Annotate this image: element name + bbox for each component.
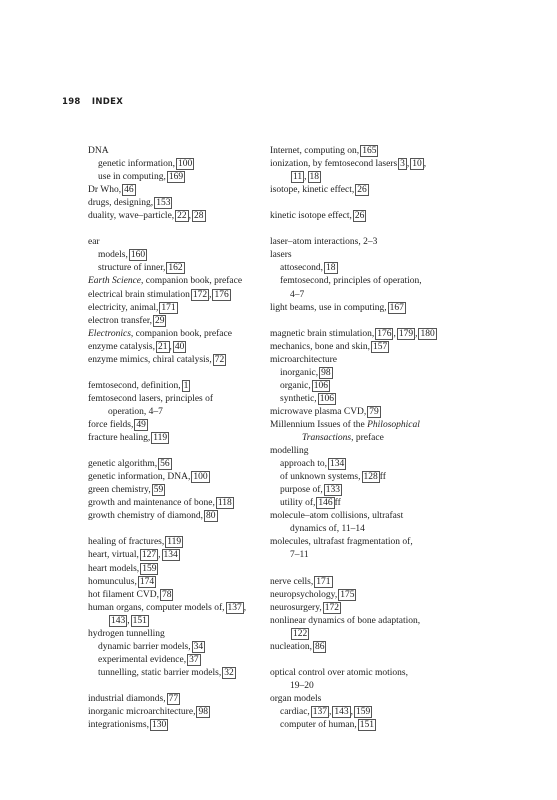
index-entry [270, 354, 495, 367]
entry-text: Internet, computing on, [270, 146, 360, 156]
entry-text: 19–20 [290, 680, 314, 691]
entry-text: optical control over atomic motions, [270, 667, 408, 678]
entry-text: purpose of, [280, 485, 323, 496]
index-entry [270, 302, 495, 315]
page-reference-link[interactable]: 34 [193, 641, 204, 652]
entry-text: enzyme mimics, chiral catalysis, [88, 354, 212, 365]
entry-text: inorganic microarchitecture, [88, 707, 196, 718]
page-reference-link[interactable]: 172 [324, 602, 339, 613]
index-subentry [270, 171, 495, 184]
page-reference-link[interactable]: 98 [198, 707, 208, 718]
index-entry [270, 341, 495, 354]
entry-text: experimental evidence, [98, 654, 187, 665]
page-reference-link[interactable]: 146 [318, 498, 333, 509]
page-reference-link[interactable]: 137 [312, 707, 328, 718]
index-entry [270, 145, 495, 158]
page-reference-link[interactable]: 106 [313, 380, 328, 391]
index-column-right [270, 145, 495, 732]
page-reference-link[interactable]: 1 [183, 380, 189, 391]
index-entry [270, 641, 495, 654]
entry-text: , [350, 707, 354, 718]
page-reference-link[interactable]: 22 [177, 211, 187, 222]
index-subentry [270, 289, 495, 302]
page-reference-link[interactable]: 18 [326, 263, 336, 274]
entry-text: dynamics of, 11–14 [290, 524, 365, 535]
page-reference-link[interactable]: 119 [167, 537, 182, 548]
entry-text: , companion book, preface [141, 276, 243, 287]
entry-text: heart models, [88, 563, 140, 574]
index-subentry [270, 497, 495, 510]
page-reference-link[interactable]: 26 [357, 185, 367, 196]
entry-text: , [209, 289, 212, 300]
index-subentry [270, 523, 495, 536]
page-reference-link[interactable]: 175 [340, 589, 355, 600]
entry-text: modelling [270, 446, 309, 457]
page-reference-link[interactable]: 143 [111, 615, 126, 626]
entry-text: drugs, designing, [88, 198, 154, 209]
running-header [62, 97, 123, 107]
page-reference-link[interactable]: 119 [153, 433, 168, 444]
index-entry [270, 210, 495, 223]
page-reference-link[interactable]: 118 [217, 498, 232, 509]
index-subentry [270, 262, 495, 275]
index-subentry [270, 275, 495, 288]
entry-spacer [270, 654, 495, 667]
entry-text: magnetic brain stimulation, [270, 328, 375, 339]
page-reference-link[interactable]: 29 [154, 315, 165, 326]
entry-text: ear [88, 237, 100, 248]
entry-text: , companion book, preface [130, 328, 232, 339]
index-entry [270, 419, 495, 432]
entry-text: organ models [270, 693, 322, 704]
entry-text: nerve cells, [270, 576, 314, 587]
entry-text: growth and maintenance of bone, [88, 498, 215, 509]
index-entry [270, 406, 495, 419]
entry-text: growth chemistry of diamond, [88, 511, 204, 522]
index-entry [270, 184, 495, 197]
entry-text: of unknown systems, [280, 472, 361, 483]
entry-text: , [423, 159, 427, 170]
entry-text: Earth Science [88, 276, 142, 287]
entry-text: nucleation, [270, 641, 312, 652]
page-reference-link[interactable]: 80 [206, 511, 216, 522]
entry-text: synthetic, [280, 393, 317, 404]
page-reference-link[interactable]: 3 [400, 159, 405, 170]
entry-text: mechanics, bone and skin, [270, 341, 370, 352]
page-reference-link[interactable]: 10 [412, 159, 422, 170]
page-reference-link[interactable]: 18 [309, 172, 320, 183]
index-subentry [270, 471, 495, 484]
entry-text: hot filament CVD, [88, 589, 159, 600]
page-reference-link[interactable]: 49 [136, 419, 146, 430]
entry-text: ff [379, 472, 386, 483]
page-reference-link[interactable]: 159 [142, 563, 157, 574]
entry-text: lasers [270, 250, 292, 261]
entry-text: 4–7 [290, 289, 305, 300]
entry-text: electricity, animal, [88, 302, 159, 313]
page-reference-link[interactable]: 106 [319, 393, 334, 404]
entry-text: ff [334, 498, 341, 509]
entry-spacer [270, 563, 495, 576]
index-subentry [270, 680, 495, 693]
index-entry [270, 536, 495, 549]
page-reference-link[interactable]: 151 [359, 720, 375, 731]
entry-text: hydrogen tunnelling [88, 628, 165, 639]
entry-text: genetic information, [98, 159, 176, 170]
entry-text: nonlinear dynamics of bone adaptation, [270, 615, 421, 626]
page-reference-link[interactable]: 21 [158, 341, 168, 352]
page-reference-link[interactable]: 176 [377, 328, 392, 339]
index-entry [270, 576, 495, 589]
entry-text: , [393, 328, 396, 339]
page-reference-link[interactable]: 122 [293, 628, 308, 639]
page-reference-link[interactable]: 26 [354, 211, 365, 222]
entry-text: tunnelling, static barrier models, [98, 667, 222, 678]
index-entry [270, 158, 495, 171]
index-subentry [270, 706, 495, 719]
page-reference-link[interactable]: 160 [130, 250, 146, 261]
page-reference-link[interactable]: 174 [139, 576, 155, 587]
entry-text: femtosecond lasers, principles of [88, 393, 214, 404]
entry-text: neurosurgery, [270, 602, 322, 613]
page-reference-link[interactable]: 130 [151, 720, 167, 731]
entry-text: electrical brain stimulation [88, 289, 190, 300]
index-entry [270, 667, 495, 680]
page-reference-link[interactable]: 134 [163, 550, 178, 561]
index-entry [270, 693, 495, 706]
entry-text: , [406, 159, 410, 170]
page-reference-link[interactable]: 46 [124, 185, 134, 196]
entry-text: , preface [351, 433, 384, 444]
page-reference-link[interactable]: 172 [192, 289, 208, 300]
page-reference-link[interactable]: 171 [161, 302, 176, 313]
page-reference-link[interactable]: 143 [334, 707, 349, 718]
entry-text: , [329, 707, 332, 718]
entry-text: , [243, 602, 247, 613]
entry-text: , [127, 615, 130, 626]
entry-text: inorganic, [280, 367, 319, 378]
entry-spacer [270, 315, 495, 328]
page-reference-link[interactable]: 77 [168, 693, 179, 704]
entry-text: neuropsychology, [270, 589, 338, 600]
page-reference-link[interactable]: 157 [373, 341, 388, 352]
entry-text: microwave plasma CVD, [270, 406, 367, 417]
entry-spacer [270, 197, 495, 210]
page-reference-link[interactable]: 40 [174, 341, 185, 352]
entry-text: genetic information, DNA, [88, 472, 191, 483]
entry-text: ionization, by femtosecond lasers [270, 159, 398, 170]
index-subentry [270, 484, 495, 497]
page-reference-link[interactable]: 180 [420, 328, 435, 339]
entry-text: DNA [88, 146, 109, 156]
entry-text: dynamic barrier models, [98, 641, 191, 652]
entry-text: utility of, [280, 498, 316, 509]
index-entry [270, 328, 495, 341]
page-reference-link[interactable]: 78 [161, 589, 172, 600]
entry-text: , [415, 328, 418, 339]
page-reference-link[interactable]: 159 [356, 707, 371, 718]
page-reference-link[interactable]: 100 [193, 472, 208, 483]
entry-text: cardiac, [280, 707, 310, 718]
entry-text: green chemistry, [88, 485, 151, 496]
entry-text: use in computing, [98, 172, 166, 183]
entry-text: molecule–atom collisions, ultrafast [270, 511, 404, 522]
entry-text: kinetic isotope effect, [270, 211, 352, 222]
page-reference-link[interactable]: 100 [178, 159, 193, 170]
page-reference-link[interactable]: 86 [314, 641, 325, 652]
index-entry [270, 510, 495, 523]
entry-text: approach to, [280, 459, 327, 470]
entry-text: Transactions [302, 433, 352, 444]
page-reference-link[interactable]: 153 [156, 198, 171, 209]
entry-text: isotope, kinetic effect, [270, 185, 355, 196]
entry-text: , [304, 172, 307, 183]
entry-text: electron transfer, [88, 315, 152, 326]
page-reference-link[interactable]: 56 [160, 459, 170, 470]
entry-text: attosecond, [280, 263, 324, 274]
entry-text: enzyme catalysis, [88, 341, 156, 352]
entry-text: heart, virtual, [88, 550, 139, 561]
entry-text: Dr Who, [88, 185, 122, 196]
entry-text: force fields, [88, 419, 134, 430]
page-reference-link[interactable]: 179 [398, 328, 414, 339]
index-subentry [270, 367, 495, 380]
entry-text: Philosophical [367, 419, 420, 430]
entry-text: fracture healing, [88, 433, 151, 444]
page-reference-link[interactable]: 137 [227, 602, 242, 613]
page-reference-link[interactable]: 32 [224, 667, 234, 678]
entry-text: healing of fractures, [88, 537, 165, 548]
page-reference-link[interactable]: 128 [363, 472, 378, 483]
page-reference-link[interactable]: 167 [389, 302, 404, 313]
page-reference-link[interactable]: 151 [132, 615, 147, 626]
index-subentry [270, 628, 495, 641]
entry-text: molecules, ultrafast fragmentation of, [270, 537, 413, 548]
index-subentry [270, 393, 495, 406]
index-subentry [270, 432, 495, 445]
index-entry [270, 445, 495, 458]
page-reference-link[interactable]: 169 [168, 172, 184, 183]
page-reference-link[interactable]: 165 [362, 146, 377, 156]
page-reference-link[interactable]: 134 [329, 459, 345, 470]
entry-text: Electronics [88, 328, 131, 339]
entry-text: 7–11 [290, 550, 309, 561]
page-reference-link[interactable]: 72 [214, 354, 225, 365]
index-entry [270, 249, 495, 262]
index-entry [270, 589, 495, 602]
entry-text: , [188, 211, 192, 222]
entry-text: , [158, 550, 161, 561]
page-reference-link[interactable]: 11 [293, 172, 303, 183]
page-reference-link[interactable]: 176 [214, 289, 229, 300]
entry-text: laser–atom interactions, 2–3 [270, 237, 378, 248]
entry-text: , [169, 341, 172, 352]
entry-text: organic, [280, 380, 311, 391]
entry-text: femtosecond, principles of operation, [280, 276, 422, 287]
page-reference-link[interactable]: 171 [316, 576, 331, 587]
page-reference-link[interactable]: 98 [321, 367, 331, 378]
page-number: 198 [62, 97, 81, 107]
page-reference-link[interactable]: 79 [369, 406, 379, 417]
index-entry [270, 236, 495, 249]
running-title: INDEX [91, 97, 124, 107]
index-subentry [270, 549, 495, 562]
page-reference-link[interactable]: 162 [168, 263, 183, 274]
page-reference-link[interactable]: 59 [153, 485, 164, 496]
entry-text: Millennium Issues of the [270, 419, 368, 430]
entry-text: homunculus, [88, 576, 137, 587]
page-reference-link[interactable]: 133 [325, 485, 340, 496]
entry-spacer [270, 223, 495, 236]
entry-text: femtosecond, definition, [88, 380, 181, 391]
entry-text: integrationisms, [88, 720, 149, 731]
index-entry [270, 615, 495, 628]
index-subentry [270, 719, 495, 732]
entry-text: microarchitecture [270, 354, 337, 365]
index-entry [270, 602, 495, 615]
index-subentry [270, 458, 495, 471]
entry-text: duality, wave–particle, [88, 211, 175, 222]
entry-text: light beams, use in computing, [270, 302, 387, 313]
page-reference-link[interactable]: 28 [194, 211, 204, 222]
entry-text: structure of inner, [98, 263, 166, 274]
entry-text: operation, 4–7 [108, 406, 163, 417]
index-subentry [270, 380, 495, 393]
entry-text: industrial diamonds, [88, 693, 166, 704]
entry-text: models, [98, 250, 128, 261]
entry-text: genetic algorithm, [88, 459, 158, 470]
page-reference-link[interactable]: 37 [189, 654, 199, 665]
page-reference-link[interactable]: 127 [141, 550, 157, 561]
entry-text: computer of human, [280, 720, 357, 731]
entry-text: human organs, computer models of, [88, 602, 225, 613]
